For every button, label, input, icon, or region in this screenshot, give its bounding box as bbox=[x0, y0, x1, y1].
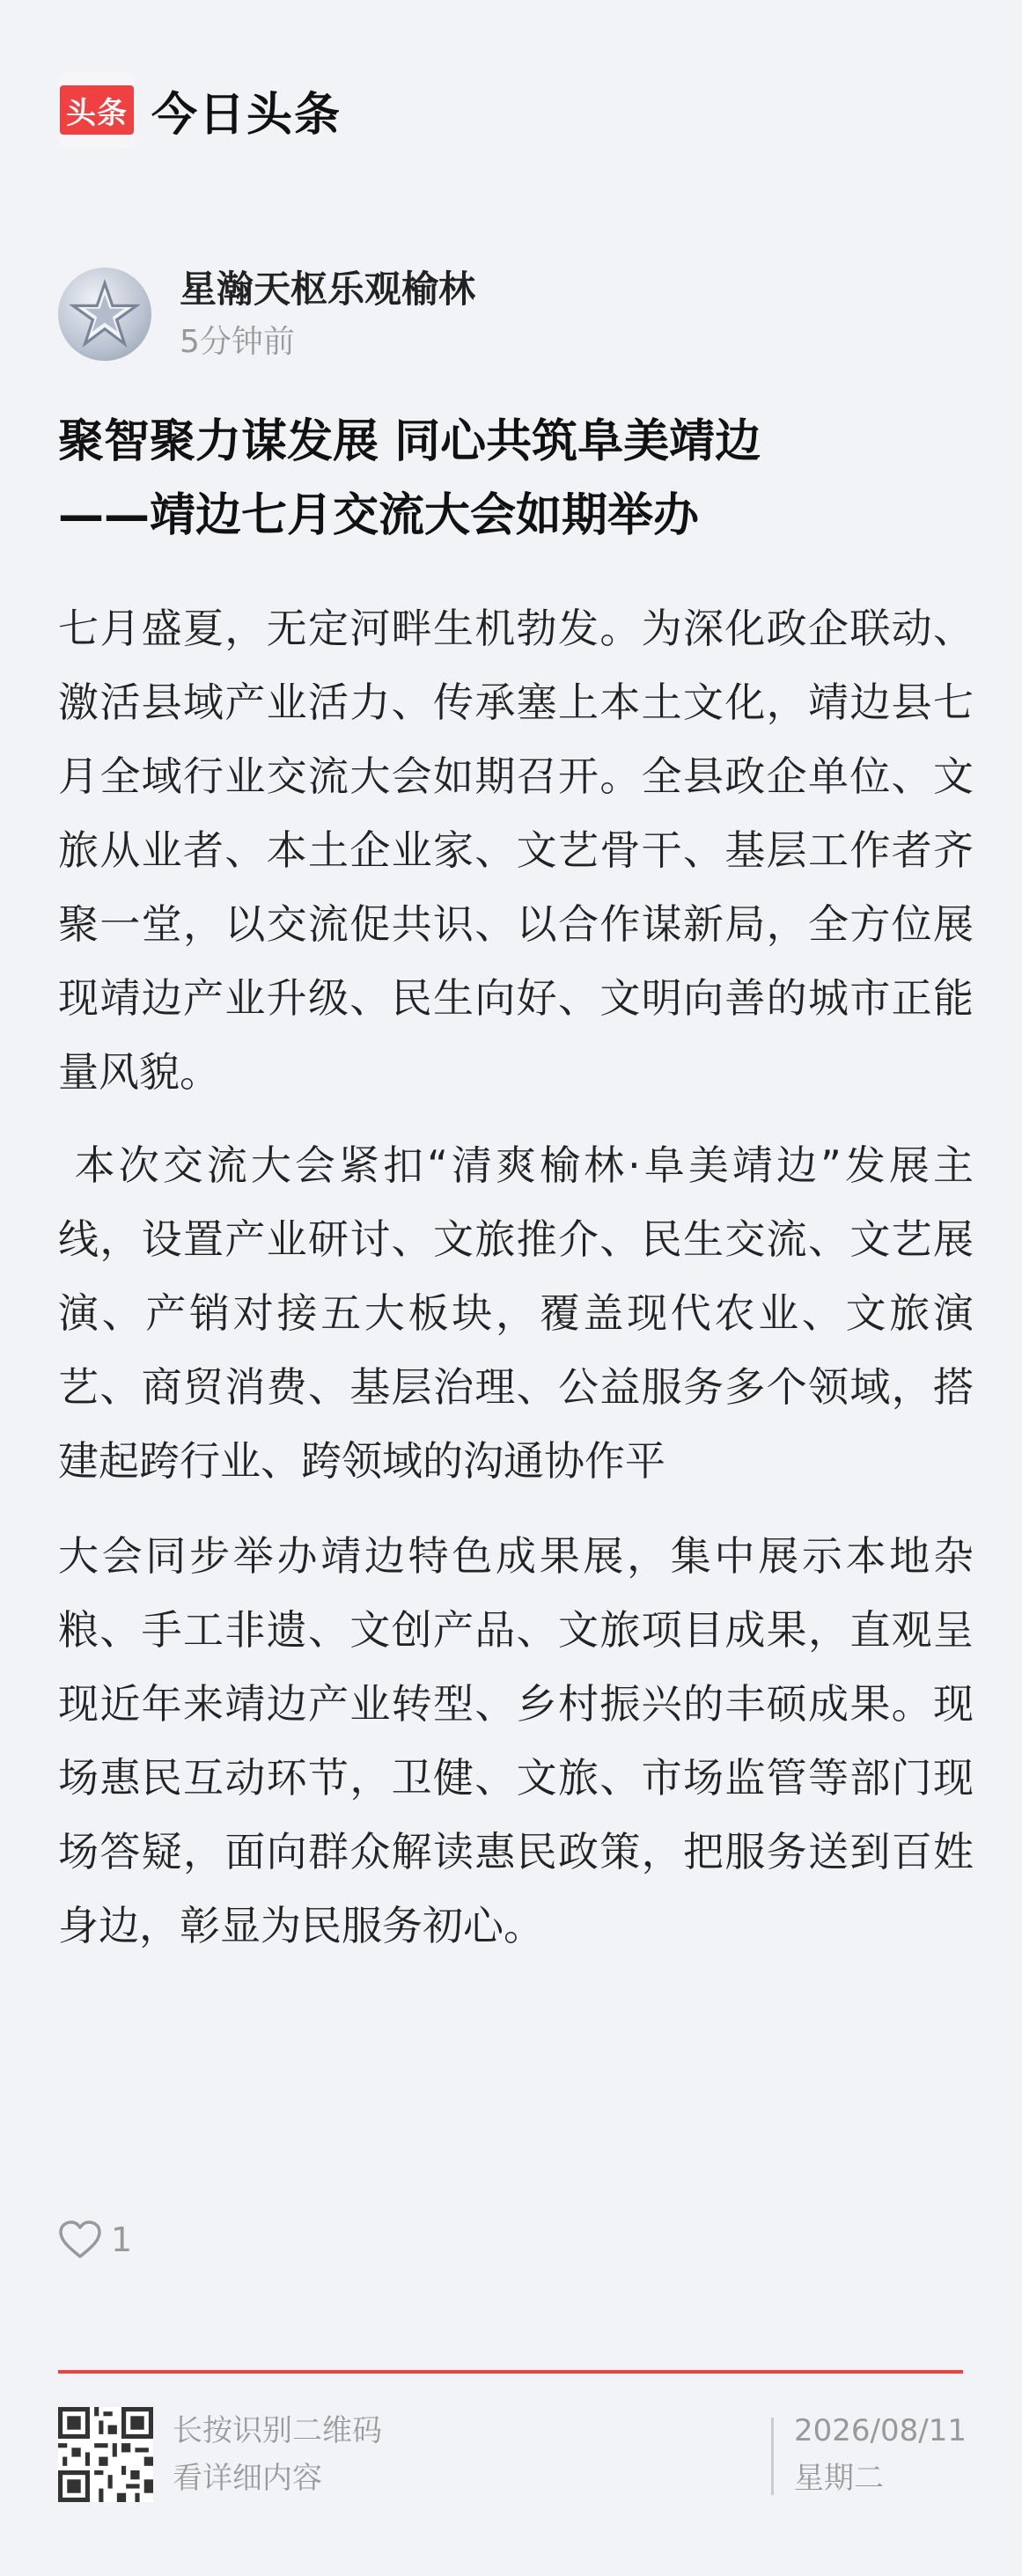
author-row[interactable] bbox=[58, 264, 475, 364]
app-name: 今日头条 bbox=[151, 88, 342, 142]
article-title bbox=[58, 405, 965, 553]
footer-separator bbox=[771, 2418, 774, 2495]
footer-qr-hint bbox=[173, 2407, 382, 2502]
title-line-2: ——靖边七月交流大会如期举办 bbox=[58, 489, 700, 542]
paragraph-3: 大会同步举办靖边特色成果展，集中展示本地杂粮、手工非遗、文创产品、文旅项目成果，直观呈现近年来靖边产业转型、乡村振兴的丰硕成果。现场惠民互动环节，卫健、文旅、市场监管等部门现场答疑，面向群众解读惠民政策，把服务送到百姓身边，彰显为民服务初心。 bbox=[58, 1532, 974, 1949]
author-meta bbox=[180, 264, 475, 364]
author-name[interactable]: 星瀚天枢乐观榆林 bbox=[180, 268, 476, 311]
qr-code-icon[interactable] bbox=[58, 2407, 153, 2502]
title-line-1: 聚智聚力谋发展 同心共筑阜美靖边 bbox=[58, 415, 761, 468]
app-logo-text: 头条 bbox=[60, 85, 134, 135]
qr-hint-line-2: 看详细内容 bbox=[173, 2461, 322, 2496]
star-icon bbox=[70, 279, 140, 349]
qr-hint-line-1: 长按识别二维码 bbox=[173, 2413, 382, 2448]
weekday-text: 星期二 bbox=[794, 2461, 884, 2496]
footer bbox=[58, 2407, 967, 2504]
footer-date bbox=[794, 2407, 967, 2502]
like-count: 1 bbox=[111, 2220, 133, 2259]
app-logo bbox=[58, 72, 136, 148]
paragraph-2: 本次交流大会紧扣“清爽榆林·阜美靖边”发展主线，设置产业研讨、文旅推介、民生交流、文艺展演、产销对接五大板块，覆盖现代农业、文旅演艺、商贸消费、基层治理、公益服务多个领域，搭建起跨行业、跨领域的沟通协作平 bbox=[58, 1141, 974, 1485]
like-button[interactable] bbox=[58, 2220, 132, 2260]
date-text: 2026/08/11 bbox=[794, 2413, 967, 2448]
paragraph-1: 七月盛夏，无定河畔生机勃发。为深化政企联动、激活县域产业活力、传承塞上本土文化，靖边县七月全域行业交流大会如期召开。全县政企单位、文旅从业者、本土企业家、文艺骨干、基层工作者齐聚一堂，以交流促共识、以合作谋新局，全方位展现靖边产业升级、民生向好、文明向善的城市正能量风貌。 bbox=[58, 605, 974, 1096]
avatar[interactable] bbox=[58, 268, 151, 361]
footer-divider bbox=[58, 2370, 963, 2374]
app-header bbox=[58, 72, 342, 148]
article-body bbox=[58, 591, 974, 1984]
post-time: 5分钟前 bbox=[180, 324, 295, 360]
heart-icon bbox=[58, 2220, 102, 2260]
